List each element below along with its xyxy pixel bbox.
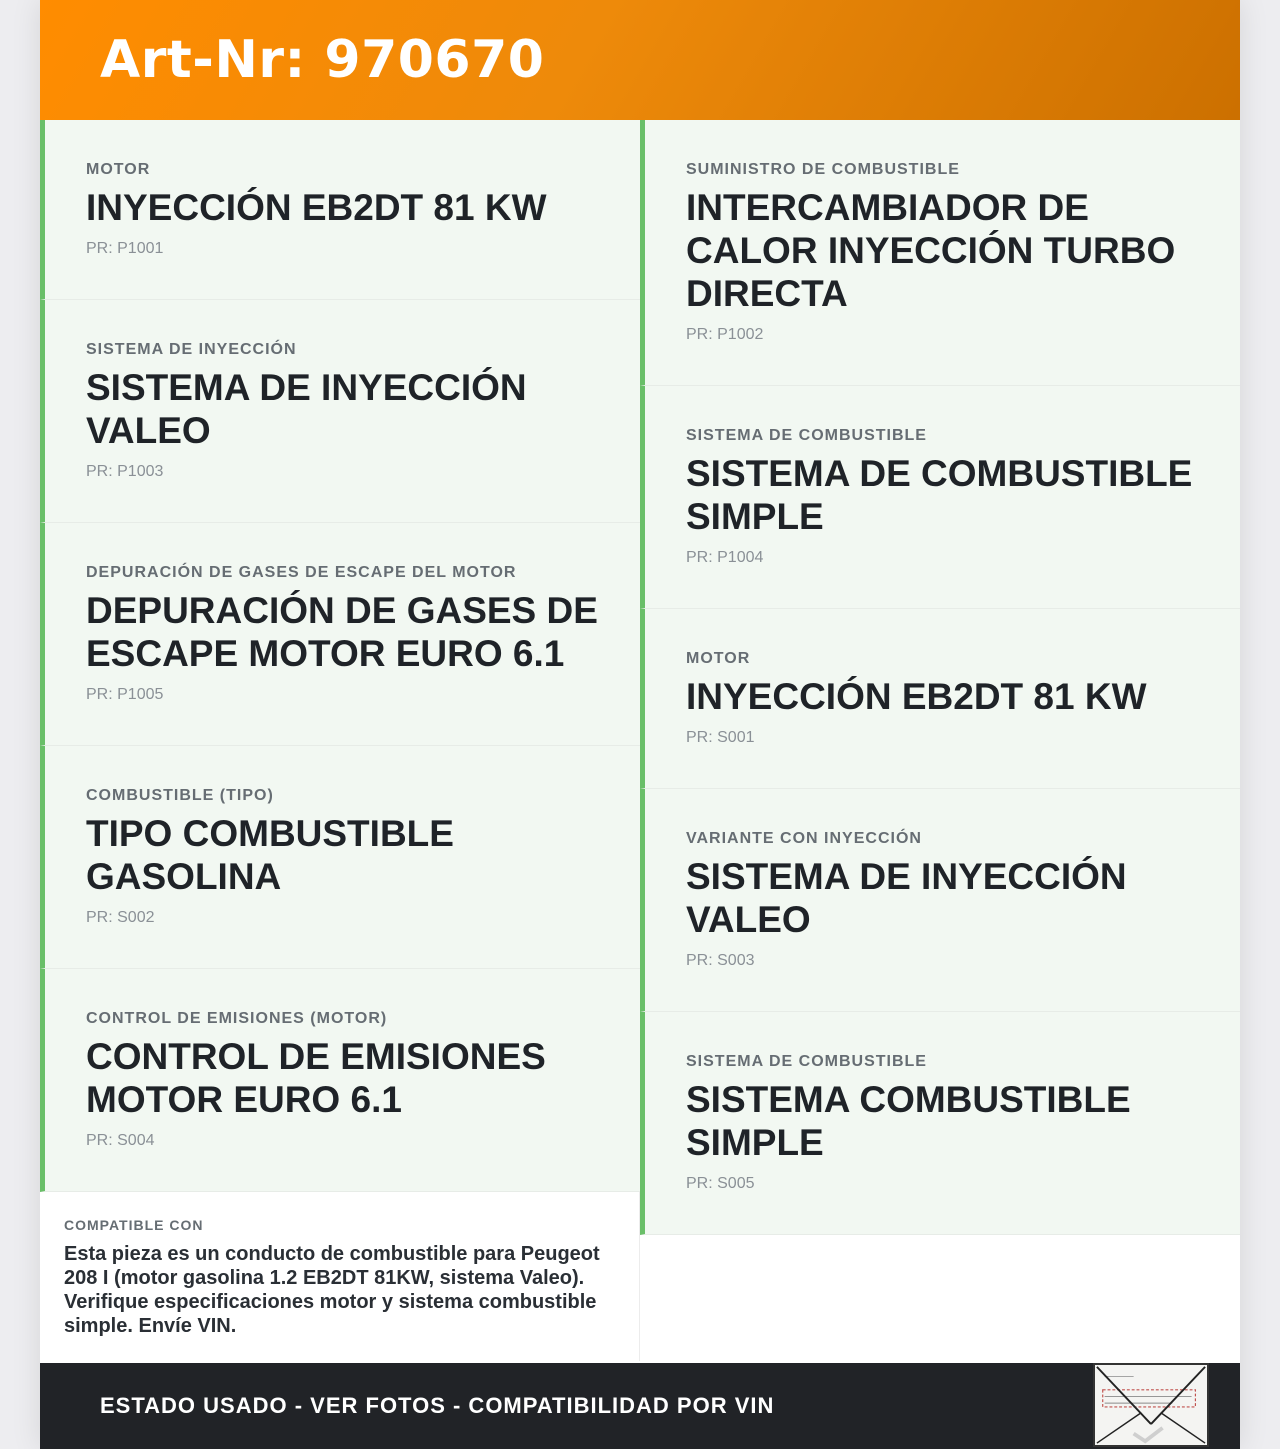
- page-title: Art-Nr: 970670: [100, 30, 545, 90]
- label-thumbnail: [1093, 1363, 1209, 1447]
- spec-title: SISTEMA DE INYECCIÓN VALEO: [686, 856, 1127, 940]
- spec-category: SISTEMA DE COMBUSTIBLE: [686, 427, 927, 444]
- spec-card: [640, 386, 1240, 609]
- spec-card: [640, 789, 1240, 1012]
- spec-category: VARIANTE CON INYECCIÓN: [686, 830, 922, 847]
- spec-pr-code: PR: P1004: [686, 549, 764, 566]
- page-footer: [40, 1363, 1240, 1449]
- compatibility-text: Esta pieza es un conducto de combustible para Peugeot 208 I (motor gasolina 1.2 EB2DT 81KW, sistema Valeo). Verifique especificaciones motor y sistema combustible simple. Envíe VIN.: [64, 1243, 600, 1337]
- spec-pr-code: PR: S005: [686, 1175, 755, 1192]
- spec-pr-code: PR: P1002: [686, 326, 764, 343]
- spec-category: COMBUSTIBLE (TIPO): [86, 787, 274, 804]
- spec-category: MOTOR: [686, 650, 751, 667]
- envelope-icon: [1095, 1365, 1207, 1445]
- spec-title: INYECCIÓN EB2DT 81 KW: [86, 187, 547, 228]
- spec-title: TIPO COMBUSTIBLE GASOLINA: [86, 813, 454, 897]
- spec-title: DEPURACIÓN DE GASES DE ESCAPE MOTOR EURO 6.1: [86, 590, 598, 674]
- compatibility-label: COMPATIBLE CON: [64, 1217, 204, 1233]
- spec-title: SISTEMA DE COMBUSTIBLE SIMPLE: [686, 453, 1193, 537]
- spec-grid: [40, 120, 1240, 1361]
- spec-card: [40, 523, 640, 746]
- page-header: [40, 0, 1240, 120]
- spec-pr-code: PR: P1001: [86, 240, 164, 257]
- spec-title: CONTROL DE EMISIONES MOTOR EURO 6.1: [86, 1036, 546, 1120]
- spec-pr-code: PR: S004: [86, 1132, 155, 1149]
- spec-pr-code: PR: S003: [686, 952, 755, 969]
- spec-card: [40, 746, 640, 969]
- spec-card: [640, 120, 1240, 386]
- spec-category: CONTROL DE EMISIONES (MOTOR): [86, 1010, 388, 1027]
- compatibility-section: [40, 1192, 640, 1361]
- spec-title: INTERCAMBIADOR DE CALOR INYECCIÓN TURBO DIRECTA: [686, 187, 1176, 314]
- spec-card: [640, 609, 1240, 789]
- spec-card: [40, 969, 640, 1192]
- spec-column-left: [40, 120, 640, 1361]
- footer-text: ESTADO USADO - VER FOTOS - COMPATIBILIDAD POR VIN: [100, 1393, 775, 1418]
- spec-title: INYECCIÓN EB2DT 81 KW: [686, 676, 1147, 717]
- spec-pr-code: PR: S001: [686, 729, 755, 746]
- spec-title: SISTEMA DE INYECCIÓN VALEO: [86, 367, 527, 451]
- spec-category: DEPURACIÓN DE GASES DE ESCAPE DEL MOTOR: [86, 564, 517, 581]
- spec-column-right: [640, 120, 1240, 1361]
- spec-category: SISTEMA DE INYECCIÓN: [86, 341, 297, 358]
- spec-category: SISTEMA DE COMBUSTIBLE: [686, 1053, 927, 1070]
- spec-card: [640, 1012, 1240, 1235]
- spec-category: SUMINISTRO DE COMBUSTIBLE: [686, 161, 960, 178]
- spec-card: [40, 300, 640, 523]
- spec-pr-code: PR: P1005: [86, 686, 164, 703]
- spec-title: SISTEMA COMBUSTIBLE SIMPLE: [686, 1079, 1131, 1163]
- spec-pr-code: PR: S002: [86, 909, 155, 926]
- spec-category: MOTOR: [86, 161, 151, 178]
- spec-card: [40, 120, 640, 300]
- document-sheet: [40, 0, 1240, 1449]
- spec-pr-code: PR: P1003: [86, 463, 164, 480]
